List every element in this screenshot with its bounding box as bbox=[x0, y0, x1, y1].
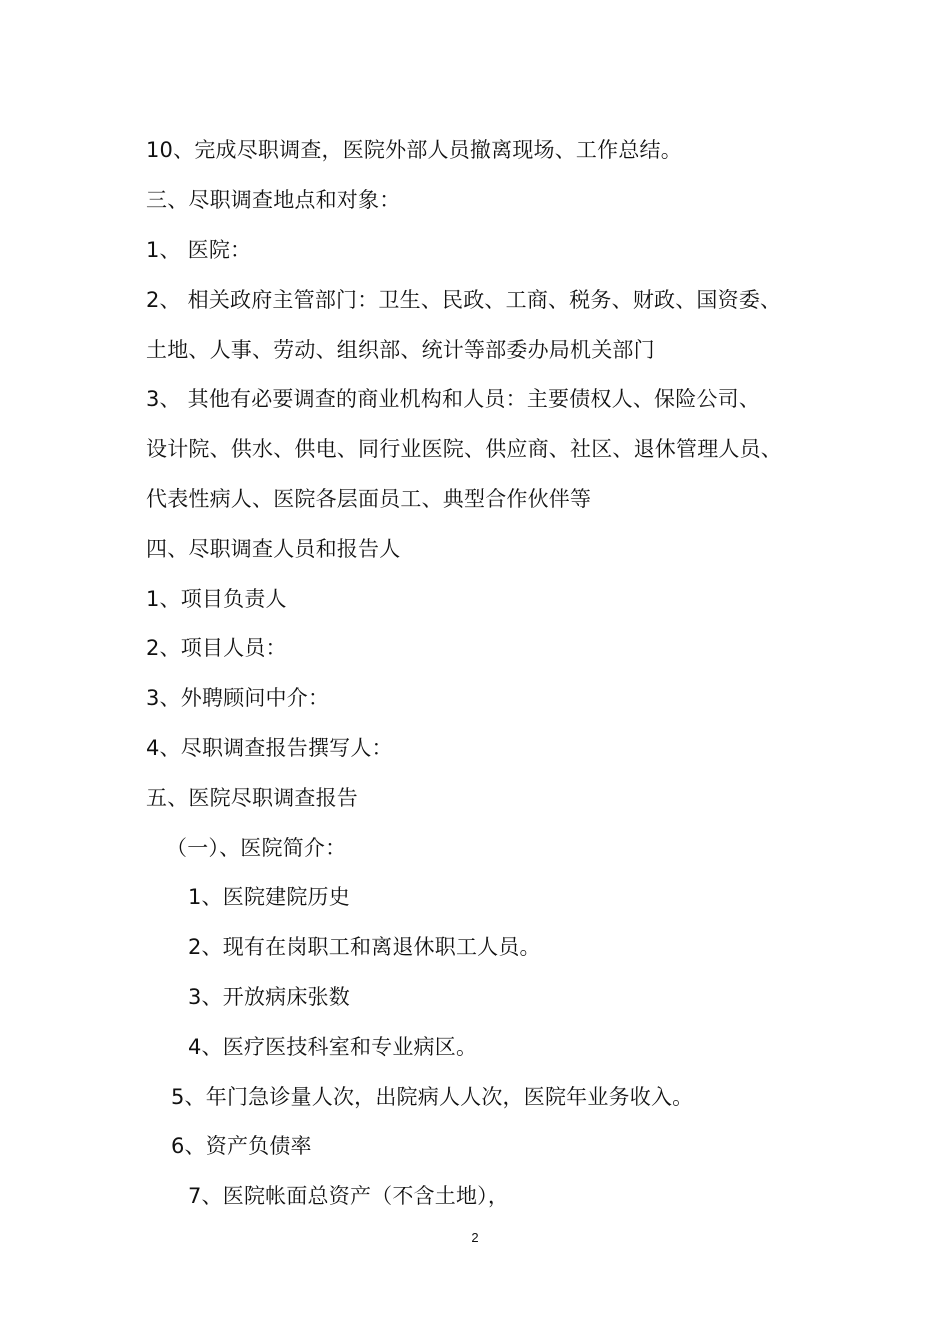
list-item: 3、外聘顾问中介： bbox=[146, 686, 330, 710]
section-heading-5: 五、医院尽职调查报告 bbox=[146, 786, 358, 810]
subsection-heading: （一）、医院简介： bbox=[166, 836, 347, 860]
list-item: 3、开放病床张数 bbox=[188, 985, 350, 1009]
list-item: 4、尽职调查报告撰写人： bbox=[146, 736, 393, 760]
list-item: 1、项目负责人 bbox=[146, 587, 287, 611]
list-item: 5、年门急诊量人次，出院病人人次，医院年业务收入。 bbox=[171, 1085, 694, 1109]
list-item: 4、医疗医技科室和专业病区。 bbox=[188, 1035, 478, 1059]
text-line-1: 10、完成尽职调查，医院外部人员撤离现场、工作总结。 bbox=[146, 138, 682, 162]
section-heading-3: 三、尽职调查地点和对象： bbox=[146, 188, 401, 212]
list-item: 2、 相关政府主管部门：卫生、民政、工商、税务、财政、国资委、 bbox=[146, 288, 782, 312]
list-item: 3、 其他有必要调查的商业机构和人员：主要债权人、保险公司、 bbox=[146, 387, 761, 411]
section-heading-4: 四、尽职调查人员和报告人 bbox=[146, 537, 401, 561]
list-item: 6、资产负债率 bbox=[171, 1134, 312, 1158]
list-item-continuation: 代表性病人、医院各层面员工、典型合作伙伴等 bbox=[146, 487, 592, 511]
list-item: 2、现有在岗职工和离退休职工人员。 bbox=[188, 935, 541, 959]
list-item: 2、项目人员： bbox=[146, 636, 287, 660]
page-number: 2 bbox=[471, 1230, 479, 1245]
list-item-continuation: 设计院、供水、供电、同行业医院、供应商、社区、退休管理人员、 bbox=[146, 437, 782, 461]
list-item-continuation: 土地、人事、劳动、组织部、统计等部委办局机关部门 bbox=[146, 338, 655, 362]
list-item: 1、 医院： bbox=[146, 238, 252, 262]
list-item: 7、医院帐面总资产（不含土地）， bbox=[188, 1184, 510, 1208]
list-item: 1、医院建院历史 bbox=[188, 885, 350, 909]
